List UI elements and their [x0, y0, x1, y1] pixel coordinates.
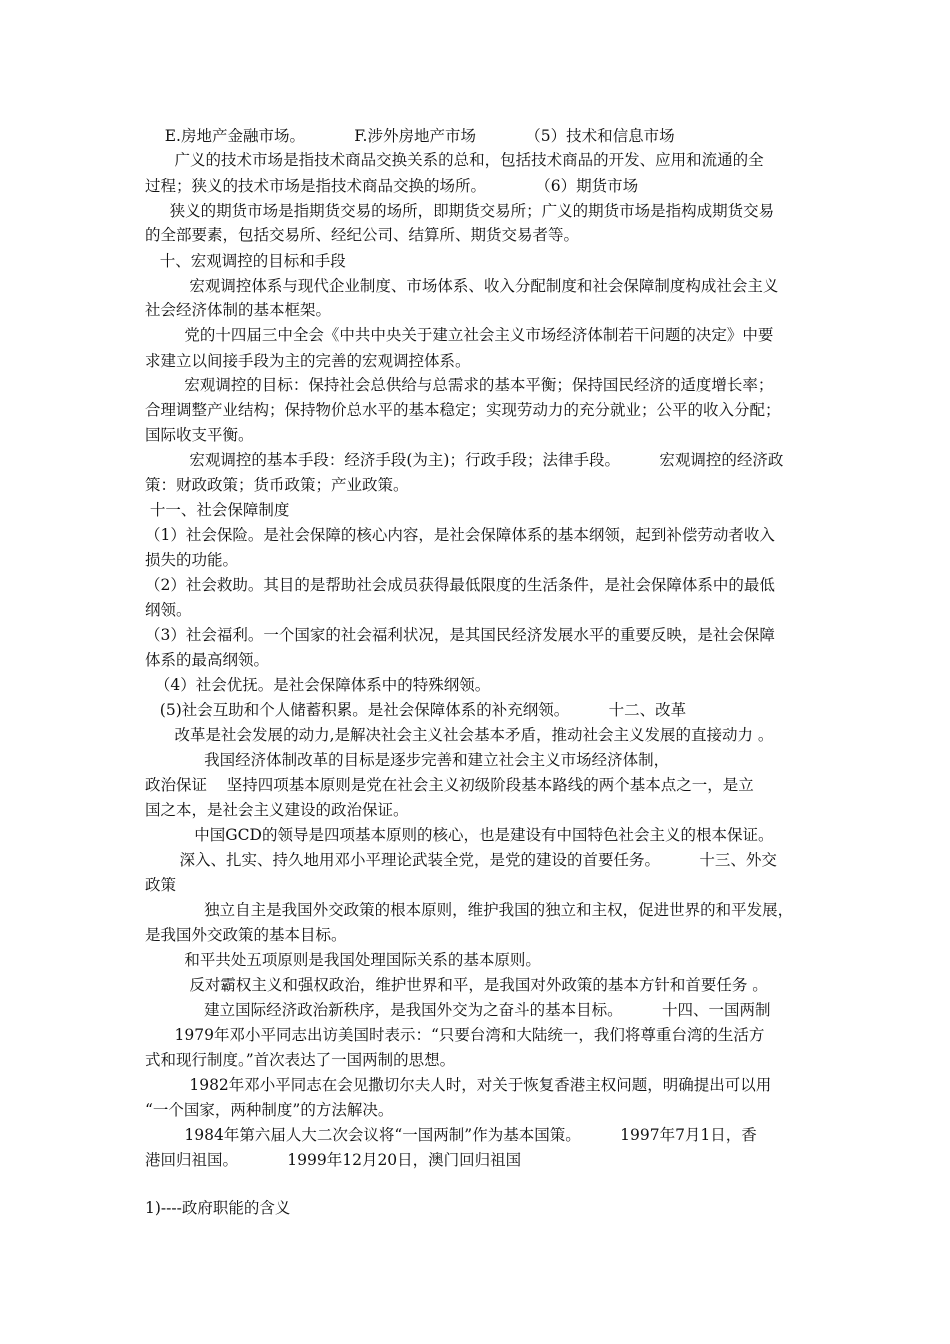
- text-line: 广义的技术市场是指技术商品交换关系的总和，包括技术商品的开发、应用和流通的全: [145, 151, 764, 169]
- text-line: E.房地产金融市场。 F.涉外房地产市场 （5）技术和信息市场: [145, 127, 675, 145]
- text-line: 是我国外交政策的基本目标。: [145, 926, 347, 944]
- text-line: 式和现行制度。”首次表达了一国两制的思想。: [145, 1051, 456, 1069]
- text-line: 宏观调控的基本手段：经济手段(为主)；行政手段；法律手段。 宏观调控的经济政: [145, 451, 784, 469]
- text-line: 我国经济体制改革的目标是逐步完善和建立社会主义市场经济体制，: [145, 751, 670, 769]
- text-line: （2）社会救助。其目的是帮助社会成员获得最低限度的生活条件，是社会保障体系中的最低: [145, 576, 775, 594]
- subsection-heading: 1)----政府职能的含义: [145, 1199, 291, 1217]
- text-line: 改革是社会发展的动力,是解决社会主义社会基本矛盾，推动社会主义发展的直接动力 。: [145, 726, 774, 744]
- section-heading: 十、宏观调控的目标和手段: [145, 252, 346, 270]
- text-line: 1984年第六届人大二次会议将“一国两制”作为基本国策。 1997年7月1日，香: [145, 1126, 757, 1144]
- text-line: 宏观调控的目标：保持社会总供给与总需求的基本平衡；保持国民经济的适度增长率；: [145, 376, 774, 394]
- text-line: 策：财政政策；货币政策；产业政策。: [145, 476, 409, 494]
- text-line: （4）社会优抚。是社会保障体系中的特殊纲领。: [145, 676, 491, 694]
- text-line: 合理调整产业结构；保持物价总水平的基本稳定；实现劳动力的充分就业；公平的收入分配；: [145, 401, 781, 419]
- text-line: “一个国家，两种制度”的方法解决。: [145, 1101, 394, 1119]
- text-line: 和平共处五项原则是我国处理国际关系的基本原则。: [145, 951, 541, 969]
- text-line: 政治保证 坚持四项基本原则是党在社会主义初级阶段基本路线的两个基本点之一，是立: [145, 776, 754, 794]
- text-line: 反对霸权主义和强权政治，维护世界和平，是我国对外政策的基本方针和首要任务 。: [145, 976, 768, 994]
- text-line: 过程；狭义的技术市场是指技术商品交换的场所。 （6）期货市场: [145, 177, 639, 195]
- text-line: 国之本，是社会主义建设的政治保证。: [145, 801, 409, 819]
- text-line: 1979年邓小平同志出访美国时表示：“只要台湾和大陆统一，我们将尊重台湾的生活方: [145, 1026, 765, 1044]
- text-line: 损失的功能。: [145, 551, 239, 569]
- text-line: 纲领。: [145, 601, 192, 619]
- text-line: 狭义的期货市场是指期货交易的场所，即期货交易所；广义的期货市场是指构成期货交易: [145, 202, 775, 220]
- text-line: 的全部要素，包括交易所、经纪公司、结算所、期货交易者等。: [145, 226, 580, 244]
- text-line: 国际收支平衡。: [145, 426, 254, 444]
- text-line: 建立国际经济政治新秩序，是我国外交为之奋斗的基本目标。 十四、一国两制: [145, 1001, 771, 1019]
- text-line: 党的十四届三中全会《中共中央关于建立社会主义市场经济体制若干问题的决定》中要: [145, 326, 774, 344]
- text-line: （1）社会保险。是社会保障的核心内容，是社会保障体系的基本纲领，起到补偿劳动者收入: [145, 526, 775, 544]
- section-heading: 十一、社会保障制度: [145, 501, 290, 519]
- text-line: 宏观调控体系与现代企业制度、市场体系、收入分配制度和社会保障制度构成社会主义: [145, 277, 779, 295]
- text-line: 港回归祖国。 1999年12月20日，澳门回归祖国: [145, 1151, 522, 1169]
- text-line: 体系的最高纲领。: [145, 651, 270, 669]
- text-line: 1982年邓小平同志在会见撒切尔夫人时，对关于恢复香港主权问题，明确提出可以用: [145, 1076, 772, 1094]
- text-line: 社会经济体制的基本框架。: [145, 301, 332, 319]
- text-line: 独立自主是我国外交政策的根本原则，维护我国的独立和主权，促进世界的和平发展，: [145, 901, 794, 919]
- text-line: 中国GCD的领导是四项基本原则的核心，也是建设有中国特色社会主义的根本保证。: [145, 826, 774, 844]
- text-line: (5)社会互助和个人储蓄积累。是社会保障体系的补充纲领。 十二、改革: [145, 701, 687, 719]
- text-line: 政策: [145, 876, 177, 894]
- text-line: 求建立以间接手段为主的完善的宏观调控体系。: [145, 352, 471, 370]
- text-line: （3）社会福利。一个国家的社会福利状况，是其国民经济发展水平的重要反映，是社会保障: [145, 626, 775, 644]
- text-line: 深入、扎实、持久地用邓小平理论武装全党，是党的建设的首要任务。 十三、外交: [145, 851, 777, 869]
